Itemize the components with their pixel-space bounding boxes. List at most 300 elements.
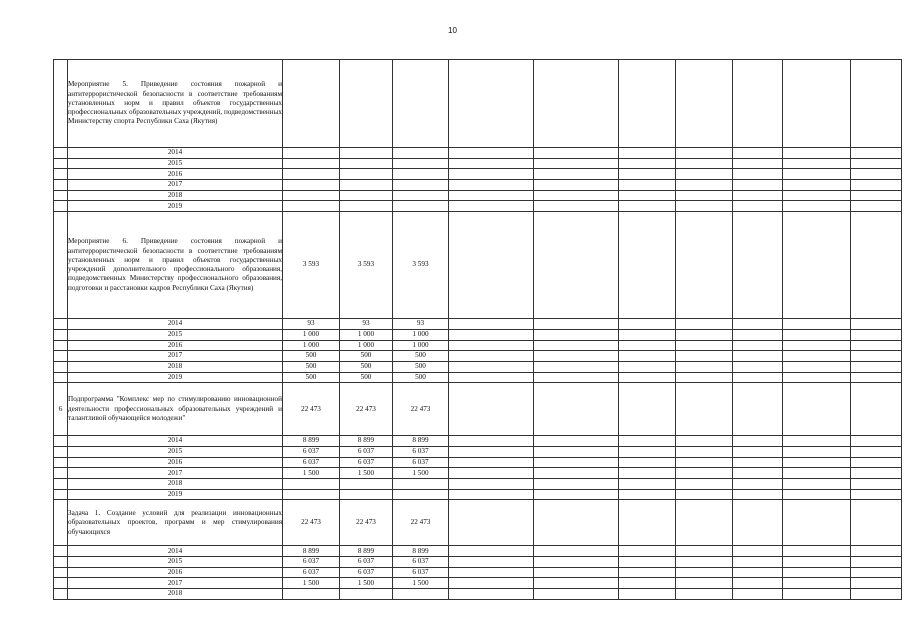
row-number-cell [54, 589, 68, 600]
value-cell: 8 899 [340, 546, 393, 557]
empty-cell [783, 158, 851, 169]
row-number-cell [54, 158, 68, 169]
value-cell: 1 000 [340, 340, 393, 351]
empty-cell [619, 468, 676, 479]
section-description: Задача 1. Создание условий для реализации инновационных образовательных проектов, программ и мер стимулирования обучающихся [68, 500, 283, 546]
value-cell [393, 489, 449, 500]
section-description: Мероприятие 5. Приведение состояния пожарной и антитеррористической безопасности в соответствие требованиям установленных норм и правил объектов государственных профессиональных образовательных учреждений, подведомственных Министерству спорта Республики Саха (Якутия) [68, 60, 283, 148]
value-cell: 6 037 [340, 446, 393, 457]
empty-cell [851, 351, 902, 362]
empty-cell [851, 148, 902, 159]
value-cell: 500 [340, 372, 393, 383]
empty-cell [783, 557, 851, 568]
empty-cell [851, 567, 902, 578]
row-number-cell [54, 351, 68, 362]
year-row [54, 361, 902, 372]
empty-cell [534, 180, 619, 191]
value-cell [340, 201, 393, 212]
year-row [54, 457, 902, 468]
value-cell [283, 479, 340, 490]
year-label: 2016 [68, 567, 283, 578]
empty-cell [449, 578, 534, 589]
row-number-cell [54, 319, 68, 330]
empty-cell [851, 169, 902, 180]
row-number-cell [54, 329, 68, 340]
table-body [54, 60, 902, 600]
value-cell: 1 000 [393, 329, 449, 340]
empty-cell [676, 479, 733, 490]
row-number-cell [54, 169, 68, 180]
empty-cell [851, 557, 902, 568]
value-cell: 22 473 [340, 500, 393, 546]
year-label: 2017 [68, 468, 283, 479]
empty-cell [534, 361, 619, 372]
empty-cell [783, 201, 851, 212]
empty-cell [676, 500, 733, 546]
empty-cell [449, 158, 534, 169]
value-cell [340, 589, 393, 600]
year-label: 2014 [68, 546, 283, 557]
value-cell: 1 500 [340, 468, 393, 479]
year-label: 2018 [68, 589, 283, 600]
empty-cell [733, 383, 783, 436]
value-cell [340, 158, 393, 169]
value-cell [283, 201, 340, 212]
value-cell: 1 500 [393, 578, 449, 589]
empty-cell [619, 329, 676, 340]
year-label: 2019 [68, 489, 283, 500]
empty-cell [851, 479, 902, 490]
year-label: 2017 [68, 578, 283, 589]
empty-cell [534, 169, 619, 180]
empty-cell [449, 567, 534, 578]
row-number-cell [54, 468, 68, 479]
empty-cell [619, 546, 676, 557]
empty-cell [733, 340, 783, 351]
empty-cell [534, 340, 619, 351]
value-cell [283, 158, 340, 169]
empty-cell [449, 329, 534, 340]
value-cell [340, 190, 393, 201]
year-row [54, 557, 902, 568]
value-cell: 8 899 [393, 546, 449, 557]
year-row [54, 148, 902, 159]
value-cell: 3 593 [340, 212, 393, 319]
row-number-cell [54, 578, 68, 589]
empty-cell [783, 457, 851, 468]
empty-cell [851, 589, 902, 600]
empty-cell [534, 383, 619, 436]
year-label: 2019 [68, 372, 283, 383]
empty-cell [733, 468, 783, 479]
empty-cell [534, 158, 619, 169]
empty-cell [449, 457, 534, 468]
value-cell: 8 899 [283, 436, 340, 447]
empty-cell [783, 383, 851, 436]
empty-cell [534, 351, 619, 362]
year-row [54, 201, 902, 212]
empty-cell [851, 468, 902, 479]
section-row [54, 212, 902, 319]
empty-cell [619, 500, 676, 546]
empty-cell [851, 158, 902, 169]
empty-cell [534, 589, 619, 600]
empty-cell [449, 479, 534, 490]
value-cell [393, 60, 449, 148]
section-description: Подпрограмма "Комплекс мер по стимулированию инновационной деятельности профессиональных образовательных учреждений и талантливой обучающейся молодежи" [68, 383, 283, 436]
empty-cell [676, 158, 733, 169]
value-cell: 22 473 [283, 500, 340, 546]
value-cell [393, 180, 449, 191]
year-row [54, 158, 902, 169]
value-cell [283, 489, 340, 500]
empty-cell [676, 372, 733, 383]
empty-cell [619, 557, 676, 568]
value-cell: 8 899 [283, 546, 340, 557]
year-row [54, 319, 902, 330]
empty-cell [783, 489, 851, 500]
year-row [54, 489, 902, 500]
value-cell: 1 500 [340, 578, 393, 589]
empty-cell [783, 212, 851, 319]
empty-cell [534, 468, 619, 479]
empty-cell [733, 319, 783, 330]
empty-cell [449, 489, 534, 500]
value-cell: 6 037 [283, 557, 340, 568]
year-label: 2014 [68, 148, 283, 159]
value-cell: 6 037 [283, 446, 340, 457]
value-cell [393, 169, 449, 180]
empty-cell [619, 578, 676, 589]
value-cell [340, 60, 393, 148]
value-cell [393, 148, 449, 159]
empty-cell [783, 468, 851, 479]
empty-cell [783, 60, 851, 148]
year-row [54, 190, 902, 201]
empty-cell [676, 567, 733, 578]
empty-cell [783, 578, 851, 589]
empty-cell [851, 489, 902, 500]
empty-cell [783, 479, 851, 490]
row-number-cell [54, 567, 68, 578]
section-row [54, 500, 902, 546]
empty-cell [676, 351, 733, 362]
year-row [54, 446, 902, 457]
value-cell: 93 [393, 319, 449, 330]
empty-cell [733, 589, 783, 600]
row-number-cell [54, 212, 68, 319]
empty-cell [449, 180, 534, 191]
year-row [54, 340, 902, 351]
empty-cell [534, 479, 619, 490]
value-cell [340, 169, 393, 180]
empty-cell [676, 319, 733, 330]
empty-cell [783, 329, 851, 340]
empty-cell [449, 372, 534, 383]
year-row [54, 351, 902, 362]
empty-cell [449, 500, 534, 546]
year-label: 2017 [68, 180, 283, 191]
empty-cell [676, 589, 733, 600]
empty-cell [676, 201, 733, 212]
empty-cell [733, 148, 783, 159]
empty-cell [676, 340, 733, 351]
value-cell: 1 500 [393, 468, 449, 479]
row-number-cell: 6 [54, 383, 68, 436]
empty-cell [619, 567, 676, 578]
empty-cell [619, 351, 676, 362]
year-label: 2017 [68, 351, 283, 362]
year-row [54, 436, 902, 447]
empty-cell [449, 148, 534, 159]
empty-cell [534, 489, 619, 500]
value-cell: 22 473 [283, 383, 340, 436]
value-cell [340, 180, 393, 191]
empty-cell [733, 169, 783, 180]
row-number-cell [54, 361, 68, 372]
empty-cell [449, 383, 534, 436]
row-number-cell [54, 457, 68, 468]
empty-cell [534, 567, 619, 578]
section-row [54, 383, 902, 436]
empty-cell [676, 329, 733, 340]
value-cell: 6 037 [340, 457, 393, 468]
empty-cell [619, 446, 676, 457]
empty-cell [534, 212, 619, 319]
empty-cell [783, 436, 851, 447]
empty-cell [851, 190, 902, 201]
value-cell: 3 593 [393, 212, 449, 319]
empty-cell [676, 546, 733, 557]
empty-cell [619, 60, 676, 148]
empty-cell [733, 361, 783, 372]
empty-cell [783, 351, 851, 362]
value-cell: 22 473 [393, 383, 449, 436]
empty-cell [733, 479, 783, 490]
value-cell [393, 158, 449, 169]
row-number-cell [54, 60, 68, 148]
value-cell [283, 190, 340, 201]
row-number-cell [54, 148, 68, 159]
empty-cell [449, 361, 534, 372]
value-cell [283, 60, 340, 148]
empty-cell [733, 60, 783, 148]
value-cell [283, 180, 340, 191]
empty-cell [534, 60, 619, 148]
value-cell: 1 500 [283, 578, 340, 589]
empty-cell [534, 578, 619, 589]
empty-cell [619, 479, 676, 490]
value-cell [393, 479, 449, 490]
empty-cell [783, 190, 851, 201]
empty-cell [449, 60, 534, 148]
empty-cell [676, 489, 733, 500]
empty-cell [676, 557, 733, 568]
empty-cell [676, 383, 733, 436]
empty-cell [851, 201, 902, 212]
empty-cell [619, 383, 676, 436]
empty-cell [534, 557, 619, 568]
empty-cell [851, 500, 902, 546]
empty-cell [783, 180, 851, 191]
empty-cell [619, 148, 676, 159]
year-label: 2019 [68, 201, 283, 212]
value-cell: 93 [283, 319, 340, 330]
year-label: 2015 [68, 446, 283, 457]
empty-cell [851, 361, 902, 372]
empty-cell [733, 500, 783, 546]
year-row [54, 578, 902, 589]
value-cell: 500 [283, 351, 340, 362]
empty-cell [676, 446, 733, 457]
empty-cell [733, 546, 783, 557]
empty-cell [449, 589, 534, 600]
empty-cell [851, 340, 902, 351]
value-cell: 6 037 [340, 557, 393, 568]
empty-cell [783, 589, 851, 600]
row-number-cell [54, 479, 68, 490]
empty-cell [783, 319, 851, 330]
value-cell: 6 037 [393, 457, 449, 468]
value-cell: 500 [340, 361, 393, 372]
value-cell [283, 589, 340, 600]
empty-cell [534, 457, 619, 468]
year-label: 2016 [68, 457, 283, 468]
empty-cell [733, 372, 783, 383]
empty-cell [619, 169, 676, 180]
empty-cell [676, 457, 733, 468]
empty-cell [619, 372, 676, 383]
empty-cell [534, 500, 619, 546]
row-number-cell [54, 489, 68, 500]
empty-cell [619, 489, 676, 500]
empty-cell [676, 180, 733, 191]
year-row [54, 567, 902, 578]
value-cell: 6 037 [283, 567, 340, 578]
empty-cell [449, 351, 534, 362]
value-cell [340, 479, 393, 490]
empty-cell [783, 546, 851, 557]
empty-cell [733, 436, 783, 447]
empty-cell [534, 190, 619, 201]
empty-cell [534, 446, 619, 457]
value-cell: 3 593 [283, 212, 340, 319]
empty-cell [676, 468, 733, 479]
row-number-cell [54, 557, 68, 568]
year-label: 2018 [68, 190, 283, 201]
empty-cell [676, 169, 733, 180]
empty-cell [783, 500, 851, 546]
empty-cell [851, 319, 902, 330]
year-label: 2018 [68, 479, 283, 490]
value-cell [283, 148, 340, 159]
empty-cell [851, 546, 902, 557]
row-number-cell [54, 500, 68, 546]
year-row [54, 479, 902, 490]
value-cell: 6 037 [340, 567, 393, 578]
year-label: 2015 [68, 158, 283, 169]
empty-cell [449, 436, 534, 447]
empty-cell [733, 201, 783, 212]
value-cell: 8 899 [340, 436, 393, 447]
empty-cell [619, 589, 676, 600]
empty-cell [449, 212, 534, 319]
year-row [54, 169, 902, 180]
year-label: 2016 [68, 340, 283, 351]
empty-cell [733, 457, 783, 468]
value-cell: 1 000 [393, 340, 449, 351]
value-cell [340, 489, 393, 500]
empty-cell [534, 201, 619, 212]
empty-cell [733, 489, 783, 500]
year-label: 2014 [68, 436, 283, 447]
year-label: 2015 [68, 329, 283, 340]
value-cell [393, 201, 449, 212]
empty-cell [783, 372, 851, 383]
row-number-cell [54, 190, 68, 201]
year-label: 2014 [68, 319, 283, 330]
year-label: 2018 [68, 361, 283, 372]
empty-cell [676, 212, 733, 319]
empty-cell [733, 329, 783, 340]
budget-table [53, 59, 902, 600]
empty-cell [733, 446, 783, 457]
value-cell: 500 [393, 351, 449, 362]
empty-cell [676, 148, 733, 159]
section-description: Мероприятие 6. Приведение состояния пожарной и антитеррористической безопасности в соответствие требованиям установленных норм и правил объектов государственных учреждений дополнительного профессионального образования, подведомственных Министерству профессионального образования, подготовки и расстановки кадров Республики Саха (Якутия) [68, 212, 283, 319]
empty-cell [619, 361, 676, 372]
empty-cell [676, 436, 733, 447]
empty-cell [449, 201, 534, 212]
empty-cell [534, 319, 619, 330]
empty-cell [534, 372, 619, 383]
empty-cell [449, 190, 534, 201]
empty-cell [534, 329, 619, 340]
empty-cell [449, 340, 534, 351]
empty-cell [733, 557, 783, 568]
empty-cell [783, 148, 851, 159]
empty-cell [733, 180, 783, 191]
empty-cell [783, 567, 851, 578]
empty-cell [851, 578, 902, 589]
empty-cell [619, 190, 676, 201]
empty-cell [619, 340, 676, 351]
empty-cell [449, 546, 534, 557]
value-cell: 6 037 [393, 567, 449, 578]
value-cell: 1 000 [283, 329, 340, 340]
value-cell: 1 000 [340, 329, 393, 340]
row-number-cell [54, 446, 68, 457]
value-cell: 6 037 [393, 446, 449, 457]
empty-cell [851, 212, 902, 319]
section-row [54, 60, 902, 148]
empty-cell [733, 567, 783, 578]
empty-cell [851, 180, 902, 191]
row-number-cell [54, 546, 68, 557]
value-cell: 1 500 [283, 468, 340, 479]
empty-cell [783, 340, 851, 351]
value-cell: 22 473 [340, 383, 393, 436]
value-cell [393, 589, 449, 600]
row-number-cell [54, 201, 68, 212]
empty-cell [449, 319, 534, 330]
empty-cell [676, 361, 733, 372]
value-cell [283, 169, 340, 180]
value-cell: 22 473 [393, 500, 449, 546]
empty-cell [449, 169, 534, 180]
value-cell [393, 190, 449, 201]
year-label: 2015 [68, 557, 283, 568]
